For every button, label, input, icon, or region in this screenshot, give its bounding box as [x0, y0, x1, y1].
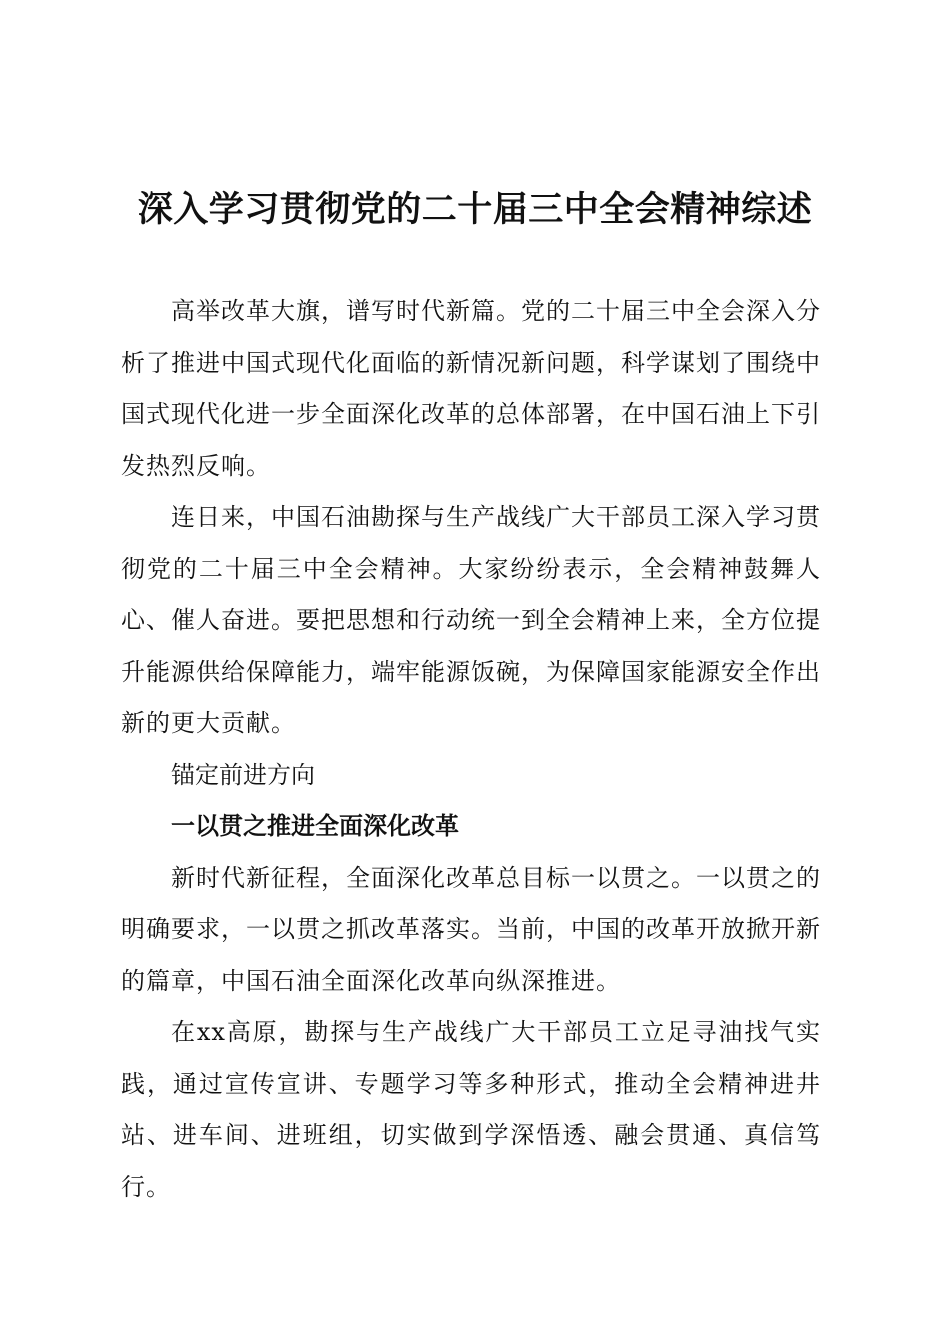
section-heading: 锚定前进方向 — [171, 760, 315, 789]
document-title: 深入学习贯彻党的二十届三中全会精神综述 — [137, 189, 813, 230]
paragraph-1: 高举改革大旗，谱写时代新篇。党的二十届三中全会深入分析了推进中国式现代化面临的新情况新问题，科学谋划了围绕中国式现代化进一步全面深化改革的总体部署，在中国石油上下引发热烈反响。 — [121, 297, 821, 480]
paragraph-2: 连日来，中国石油勘探与生产战线广大干部员工深入学习贯彻党的二十届三中全会精神。大家纷纷表示，全会精神鼓舞人心、催人奋进。要把思想和行动统一到全会精神上来，全方位提升能源供给保障能力，端牢能源饭碗，为保障国家能源安全作出新的更大贡献。 — [121, 503, 821, 737]
paragraph-4: 在xx高原，勘探与生产战线广大干部员工立足寻油找气实践，通过宣传宣讲、专题学习等多种形式，推动全会精神进井站、进车间、进班组，切实做到学深悟透、融会贯通、真信笃行。 — [121, 1018, 821, 1201]
paragraph-3: 新时代新征程，全面深化改革总目标一以贯之。一以贯之的明确要求，一以贯之抓改革落实。当前，中国的改革开放掀开新的篇章，中国石油全面深化改革向纵深推进。 — [121, 863, 821, 995]
section-subheading: 一以贯之推进全面深化改革 — [171, 812, 459, 840]
document-body — [121, 286, 821, 1213]
